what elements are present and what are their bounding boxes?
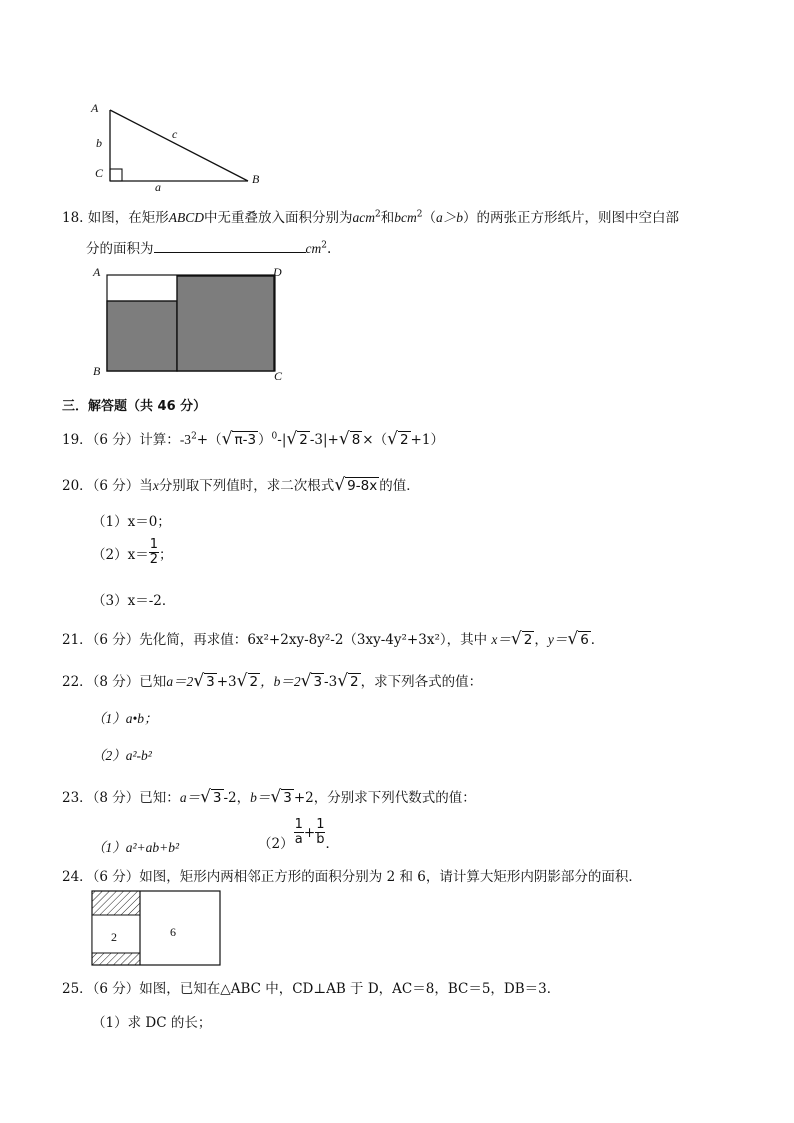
question-23: 23．（8 分）已知：a＝ √ 3 -2，b＝ √ 3 +2，分别求下列代数式的值： <box>62 787 476 807</box>
triangle-figure <box>88 98 268 194</box>
answer-blank[interactable] <box>154 238 306 253</box>
question-20-part1: （1）x＝0； <box>92 514 171 530</box>
label-A: A <box>91 101 99 115</box>
question-20-part3: （3）x＝-2． <box>92 593 176 609</box>
two-squares-figure <box>90 889 224 969</box>
label-D: D <box>273 265 282 279</box>
label-A: A <box>93 265 101 279</box>
question-21: 21．（6 分）先化简，再求值：6x²+2xy-8y²-2（3xy-4y²+3x²），其中 x＝ √ 2 ，y＝ √ 6 ． <box>62 629 605 649</box>
section-heading: 三．解答题（共 46 分） <box>62 399 207 414</box>
label-a: a <box>155 180 161 194</box>
label-c: c <box>172 127 178 141</box>
question-23-part2: （2） $\frac{1}{a}$ + $\frac{1}{b}$ ． <box>258 817 339 852</box>
question-24: 24．（6 分）如图，矩形内两相邻正方形的面积分别为 2 和 6，请计算大矩形内阴影部分的面积． <box>62 869 642 885</box>
question-18-line1: 18. 如图，在矩形ABCD中无重叠放入面积分别为acm$^2$和bcm$^2$（a＞b）的两张正方形纸片，则图中空白部 <box>62 209 679 226</box>
question-19: 19．（6 分）计算：$-3^2+$（ √ π-3 ）$^0$-| √ 2 -3|+ √ 8 ×（ √ 2 +1） <box>62 429 444 449</box>
label-C: C <box>274 369 283 383</box>
question-20-part2: （2）x＝ $\frac{1}{2}$ ； <box>92 537 173 568</box>
question-22-part1: （1）a•b； <box>92 711 158 726</box>
question-22: 22．（8 分）已知a＝2 √ 3 +3 √ 2 ，b＝2 √ 3 -3 √ 2 ，求下列各式的值： <box>62 671 483 691</box>
label-B: B <box>93 364 101 378</box>
label-b: b <box>96 136 102 150</box>
question-23-part1: （1）a²+ab+b² <box>92 840 180 855</box>
question-25-part1: （1）求 DC 的长； <box>92 1015 212 1031</box>
question-22-part2: （2）a²-b² <box>92 748 152 763</box>
rectangle-squares-figure <box>92 262 292 384</box>
label-B: B <box>252 172 260 186</box>
question-18-line2: 分的面积为 $cm^2$. <box>86 237 331 257</box>
small-square-label: 2 <box>111 930 117 944</box>
question-20: 20．（6 分）当x分别取下列值时，求二次根式 √ 9-8x 的值． <box>62 475 420 495</box>
label-C: C <box>95 166 104 180</box>
big-square-label: 6 <box>170 925 176 939</box>
question-25: 25．（6 分）如图，已知在△ABC 中，CD⊥AB 于 D，AC＝8，BC＝5，DB＝3． <box>62 981 561 997</box>
